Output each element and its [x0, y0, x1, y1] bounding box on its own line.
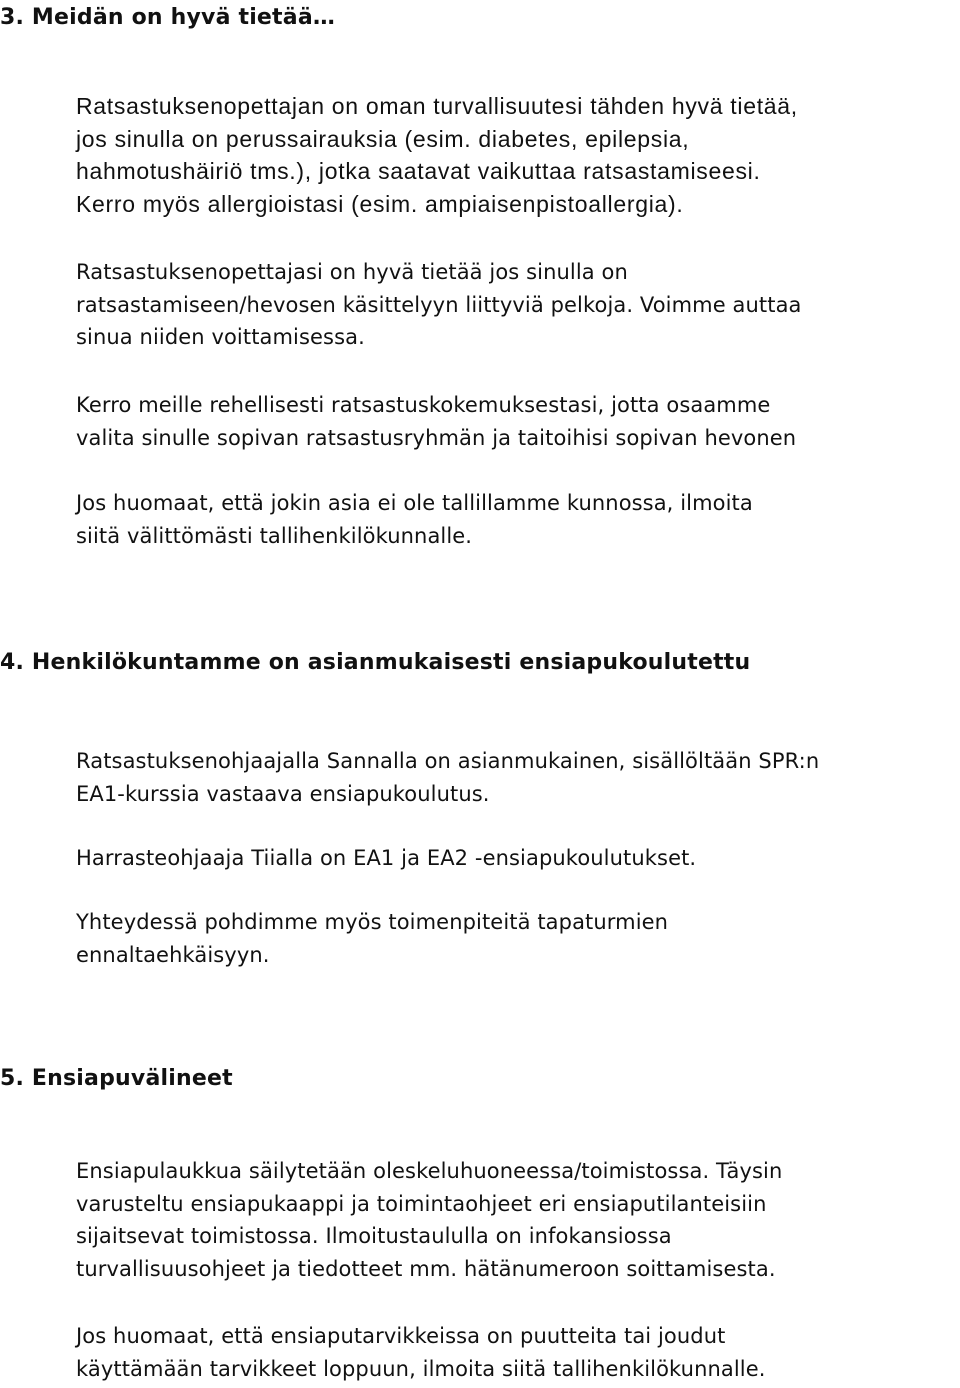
section-heading-5: 5. Ensiapuvälineet — [0, 1066, 233, 1091]
paragraph-experience — [76, 389, 796, 454]
text-line: Jos huomaat, että ensiaputarvikkeissa on puutteita tai joudut — [76, 1324, 726, 1348]
paragraph-fears — [76, 256, 802, 354]
text-line: Kerro meille rehellisesti ratsastuskokemuksestasi, jotta osaamme — [76, 393, 771, 417]
text-line: hahmotushäiriö tms.), jotka saatavat vaikuttaa ratsastamiseesi. — [76, 158, 761, 184]
text-line: Yhteydessä pohdimme myös toimenpiteitä tapaturmien — [76, 910, 669, 934]
text-line: varusteltu ensiapukaappi ja toimintaohjeet eri ensiaputilanteisiin — [76, 1191, 767, 1216]
text-line: Ratsastuksenopettajasi on hyvä tietää jos sinulla on — [76, 260, 628, 284]
text-line: siitä välittömästi tallihenkilökunnalle. — [76, 523, 473, 548]
text-line: Harrasteohjaaja Tiialla on EA1 ja EA2 -ensiapukoulutukset. — [76, 846, 697, 870]
paragraph-report-issues — [76, 487, 753, 552]
text-line: Ratsastuksenopettajan on oman turvallisuutesi tähden hyvä tietää, — [76, 93, 798, 119]
text-line: ratsastamiseen/hevosen käsittelyyn liittyviä pelkoja. Voimme auttaa — [76, 292, 802, 317]
text-line: Jos huomaat, että jokin asia ei ole tallillamme kunnossa, ilmoita — [76, 491, 753, 515]
paragraph-first-aid-tiia — [76, 842, 696, 875]
text-line: käyttämään tarvikkeet loppuun, ilmoita siitä tallihenkilökunnalle. — [76, 1356, 766, 1381]
text-line: turvallisuusohjeet ja tiedotteet mm. hätänumeroon soittamisesta. — [76, 1256, 776, 1281]
text-line: sinua niiden voittamisessa. — [76, 325, 365, 349]
text-line: sijaitsevat toimistossa. Ilmoitustaululla on infokansiossa — [76, 1224, 672, 1248]
text-line: Ensiapulaukkua säilytetään oleskeluhuoneessa/toimistossa. Täysin — [76, 1159, 783, 1183]
paragraph-supplies-missing — [76, 1320, 766, 1385]
paragraph-health-info — [76, 90, 798, 220]
text-line: jos sinulla on perussairauksia (esim. diabetes, epilepsia, — [76, 125, 690, 152]
text-line: Kerro myös allergioistasi (esim. ampiaisenpistoallergia). — [76, 190, 684, 217]
section-heading-4: 4. Henkilökuntamme on asianmukaisesti ensiapukoulutettu — [0, 650, 751, 675]
paragraph-prevention — [76, 906, 668, 971]
text-line: ennaltaehkäisyyn. — [76, 942, 270, 967]
text-line: EA1-kurssia vastaava ensiapukoulutus. — [76, 781, 490, 806]
text-line: Ratsastuksenohjaajalla Sannalla on asianmukainen, sisällöltään SPR:n — [76, 749, 820, 773]
section-heading-3: 3. Meidän on hyvä tietää… — [0, 5, 336, 30]
text-line: valita sinulle sopivan ratsastusryhmän ja taitoihisi sopivan hevonen — [76, 425, 797, 450]
paragraph-first-aid-kit — [76, 1155, 782, 1285]
paragraph-first-aid-sanna — [76, 745, 819, 810]
